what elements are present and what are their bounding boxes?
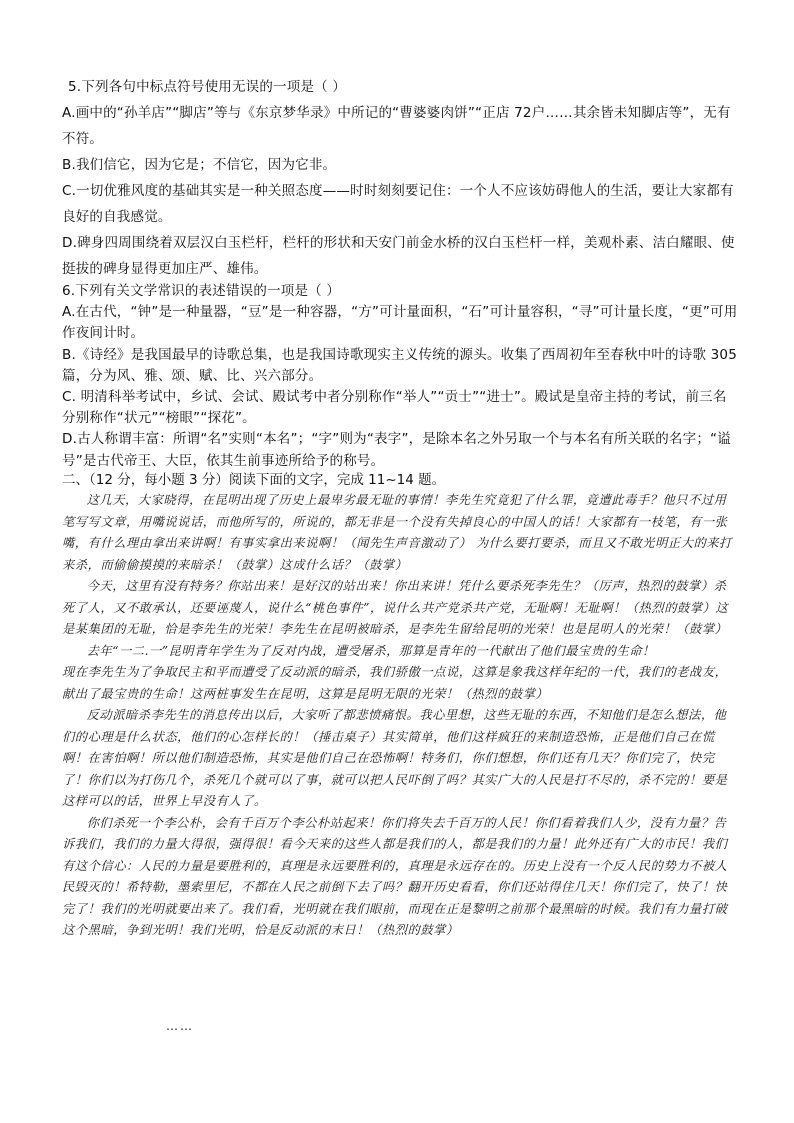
passage-ellipsis: …… <box>166 1019 194 1033</box>
passage-paragraph-1: 这几天，大家晓得，在昆明出现了历史上最卑劣最无耻的事情！李先生究竟犯了什么罪，竟遭此毒手？他只不过用笔写写文章，用嘴说说话，而他所写的，所说的，都无非是一个没有失掉良心的中国人的话！大家都有一枝笔，有一张嘴，有什么理由拿出来讲啊！有事实拿出来说啊！（闻先生声音激动了） 为什么要打要杀，而且又不敢光明正大的来打来杀，而偷偷摸摸的来暗杀！（鼓掌）这成什么话？（鼓掌） <box>62 493 732 572</box>
question-5-option-b: B.我们信它，因为它是；不信它，因为它非。 <box>62 157 337 173</box>
question-6-option-d: D.古人称谓丰富：所谓“名”实则“本名”；“字”则为“表字”，是除本名之外另取一个与本名有所关联的名字；“谥号”是古代帝王、大臣，依其生前事迹所给予的称号。 <box>62 431 731 469</box>
question-6-title: 6.下列有关文学常识的表述错误的一项是（ ） <box>62 283 341 299</box>
passage-paragraph-3a: 去年“一二.一”昆明青年学生为了反对内战，遭受屠杀，那算是青年的一代献出了他们最宝贵的生命！ <box>86 643 655 658</box>
passage-paragraph-2: 今天，这里有没有特务？你站出来！是好汉的站出来！你出来讲！凭什么要杀死李先生？（厉声，热烈的鼓掌）杀死了人，又不敢承认，还要诬蔑人，说什么“桃色事件”，说什么共产党杀共产党，无耻啊！无耻啊！（热烈的鼓掌）这是某集团的无耻，恰是李先生的光荣！李先生在昆明被暗杀，是李先生留给昆明的光荣！也是昆明人的光荣！（鼓掌） <box>62 579 729 636</box>
question-6 <box>62 281 738 472</box>
passage-paragraph-5: 你们杀死一个李公朴，会有千百万个李公朴站起来！你们将失去千百万的人民！你们看着我们人少，没有力量？告诉我们，我们的力量大得很，强得很！看今天来的这些人都是我们的人，都是我们的力量！此外还有广大的市民！我们有这个信心：人民的力量是要胜利的，真理是永远要胜利的，真理是永远存在的。历史上没有一个反人民的势力不被人民毁灭的！希特勒，墨索里尼，不都在人民之前倒下去了吗？翻开历史看看，你们还站得住几天！你们完了，快了！快完了！我们的光明就要出来了。我们看，光明就在我们眼前，而现在正是黎明之前那个最黑暗的时候。我们有力量打破这个黑暗，争到光明！我们光明，恰是反动派的末日！（热烈的鼓掌） <box>62 815 728 937</box>
question-6-option-b: B.《诗经》是我国最早的诗歌总集，也是我国诗歌现实主义传统的源头。收集了西周初年至春秋中叶的诗歌 305篇，分为风、雅、颂、赋、比、兴六部分。 <box>62 346 738 384</box>
question-6-option-c: C. 明清科举考试中，乡试、会试、殿试考中者分别称作“举人”“贡士”“进士”。殿试是皇帝主持的考试，前三名分别称作“状元”“榜眼”“探花”。 <box>62 389 727 427</box>
question-6-option-a: A.在古代，“钟”是一种量器，“豆”是一种容器，“方”可计量面积，“石”可计量容积，“寻”可计量长度，“更”可用作夜间计时。 <box>62 304 738 342</box>
section-heading: 二、（12 分，每小题 3 分）阅读下面的文字，完成 11~14 题。 <box>62 472 446 488</box>
question-5 <box>62 74 738 282</box>
passage-paragraph-3b: 现在李先生为了争取民主和平而遭受了反动派的暗杀，我们骄傲一点说，这算是象我这样年纪的一代，我们的老战友，献出了最宝贵的生命！这两桩事发生在昆明，这算是昆明无限的光荣！（热烈的鼓掌） <box>62 665 728 701</box>
reading-passage <box>62 490 738 942</box>
question-5-option-c: C.一切优雅风度的基础其实是一种关照态度——时时刻刻要记住：一个人不应该妨碍他人的生活，要让大家都有良好的自我感觉。 <box>62 183 734 225</box>
question-5-title: 5.下列各句中标点符号使用无误的一项是（ ） <box>68 79 347 95</box>
question-5-option-d: D.碑身四周围绕着双层汉白玉栏杆，栏杆的形状和天安门前金水桥的汉白玉栏杆一样，美观朴素、洁白耀眼、使挺拔的碑身显得更加庄严、雄伟。 <box>62 235 735 277</box>
question-5-option-a: A.画中的“孙羊店”“脚店”等与《东京梦华录》中所记的“曹婆婆肉饼”“正店 72户……其余皆未知脚店等”，无有不符。 <box>62 105 731 147</box>
passage-paragraph-4: 反动派暗杀李先生的消息传出以后，大家听了都悲愤痛恨。我心里想，这些无耻的东西，不知他们是怎么想法，他们的心理是什么状态，他们的心怎样长的！（捶击桌子）其实简单，他们这样疯狂的来制造恐怖，正是他们自己在慌啊！在害怕啊！所以他们制造恐怖，其实是他们自己在恐怖啊！特务们，你们想想，你们还有几天？你们完了，快完了！你们以为打伤几个，杀死几个就可以了事，就可以把人民吓倒了吗？其实广大的人民是打不尽的，杀不完的！要是这样可以的话，世界上早没有人了。 <box>62 708 728 808</box>
